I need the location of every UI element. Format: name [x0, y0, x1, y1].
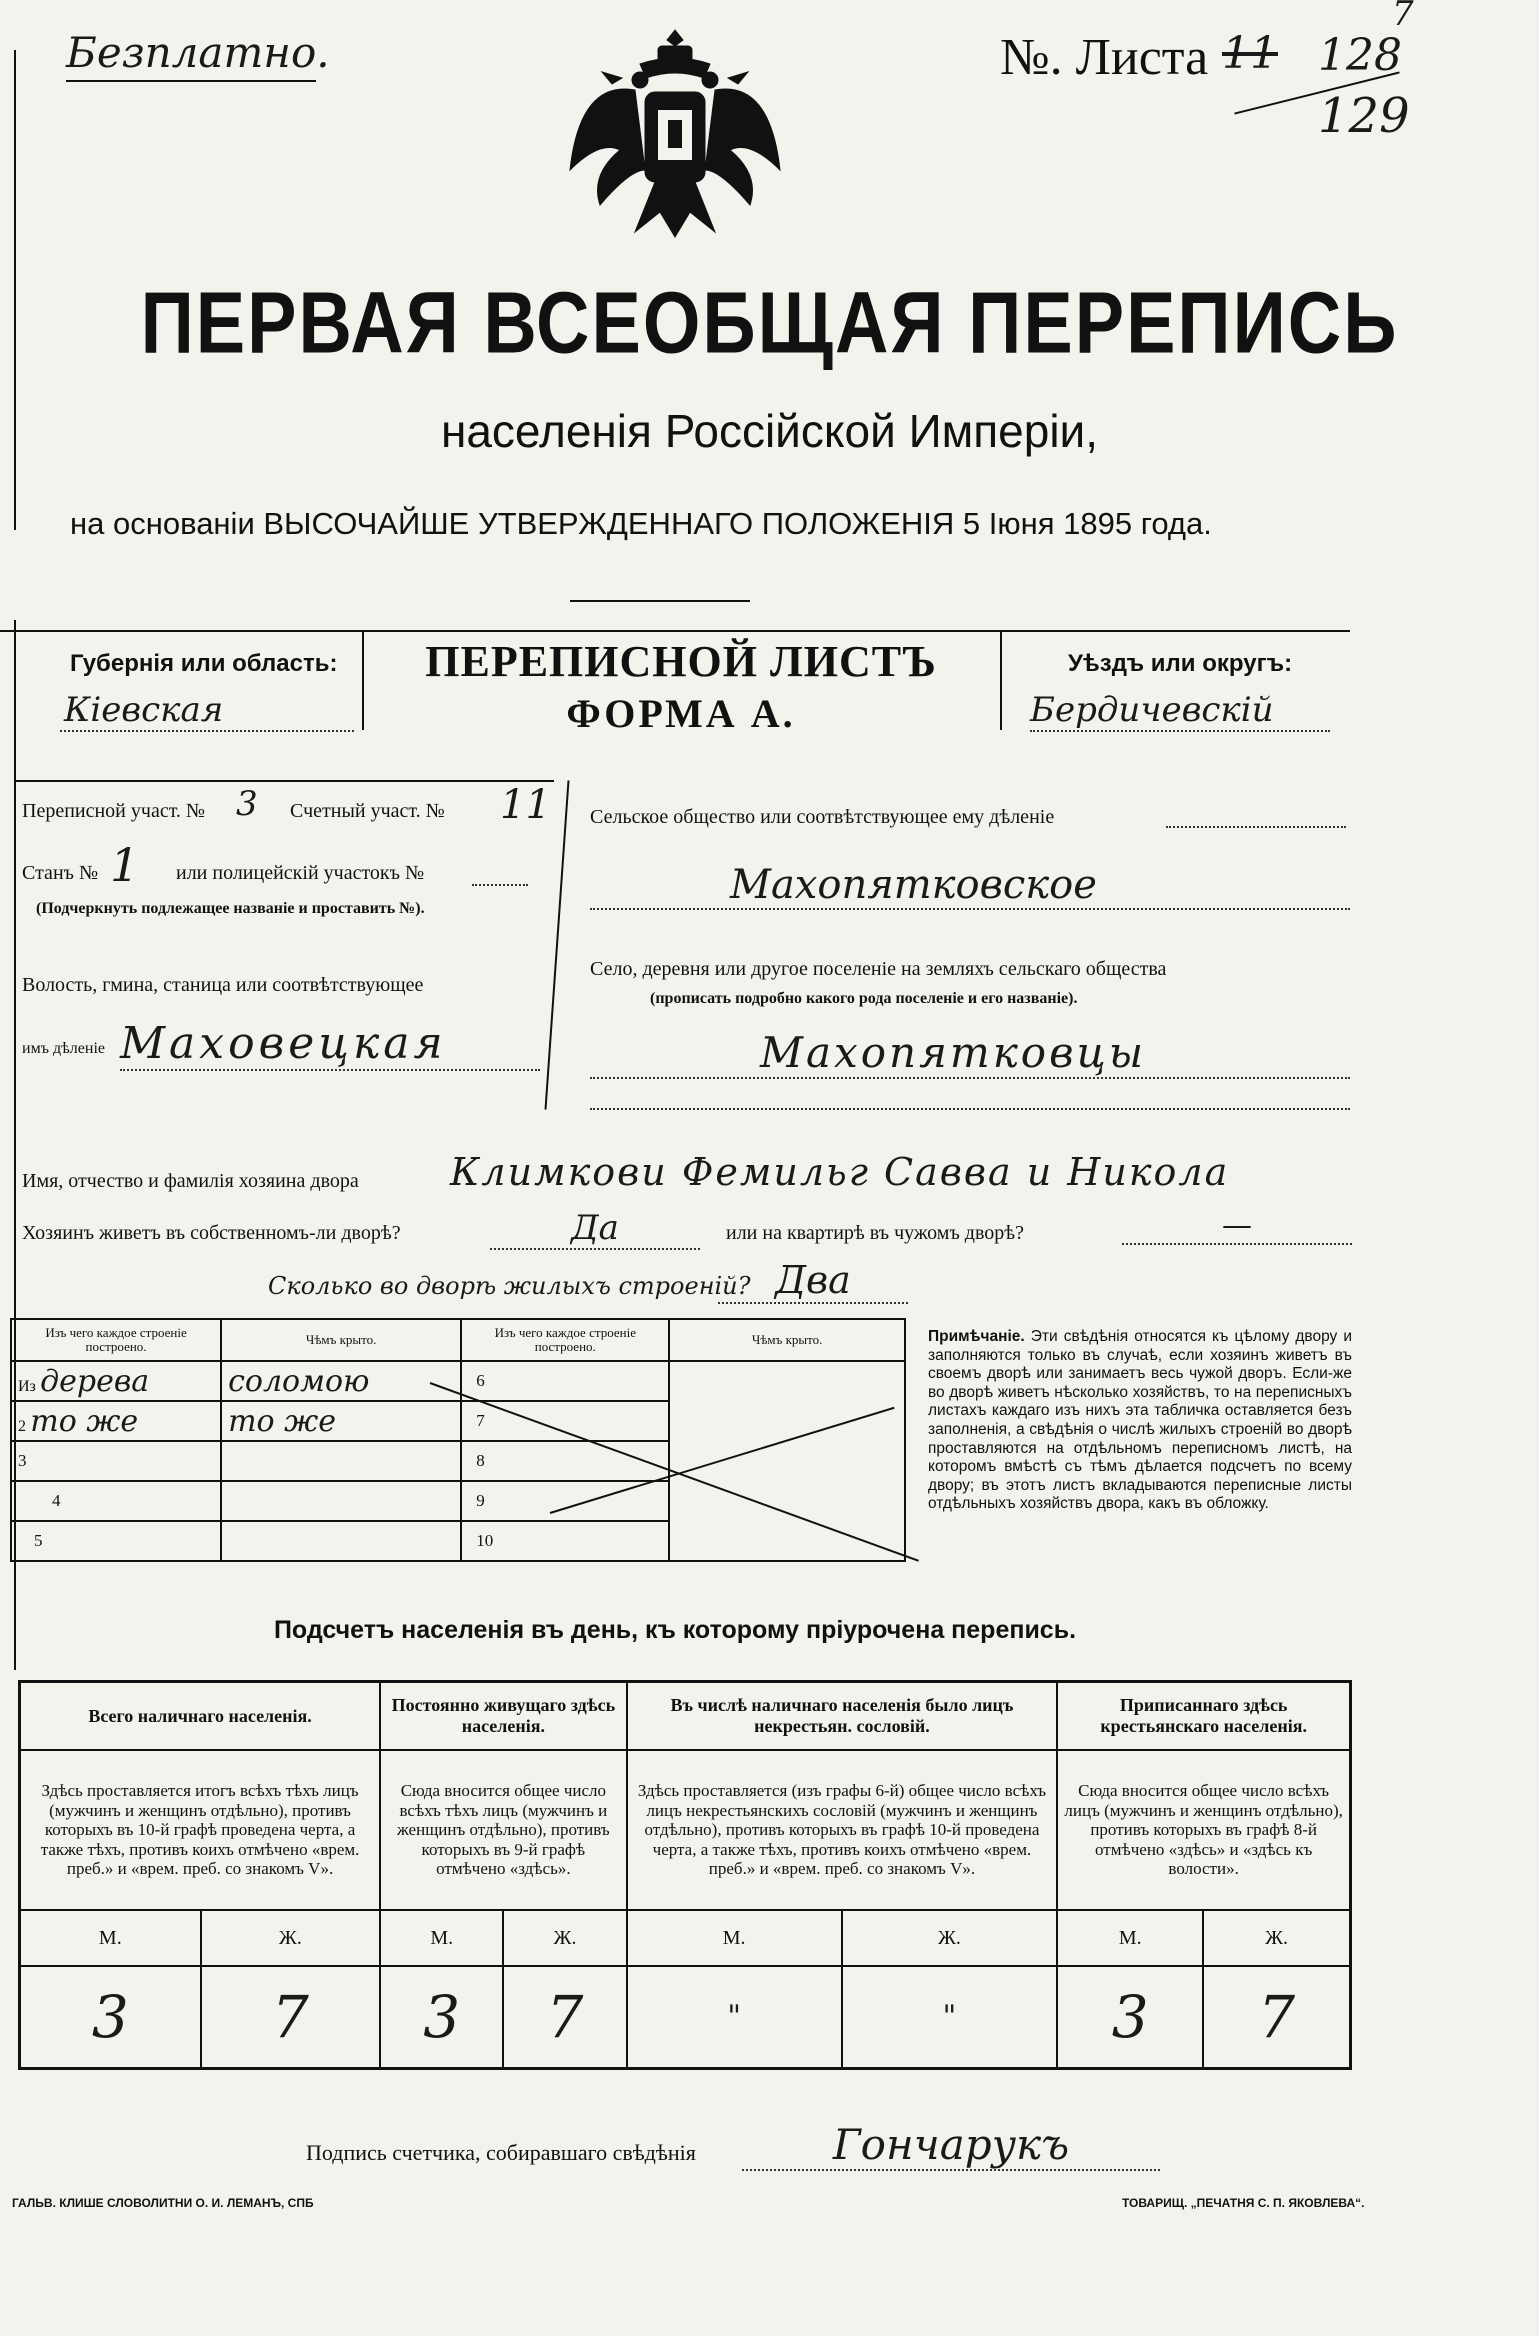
female-count: 7 [201, 1966, 380, 2069]
table-row [11, 1361, 905, 1401]
female-count: " [842, 1966, 1058, 2069]
col-head: Всего наличнаго населенія. [20, 1682, 381, 1751]
row-number: 5 [11, 1521, 221, 1561]
male-header: М. [380, 1910, 503, 1966]
printer-right: ТОВАРИЩ. „ПЕЧАТНЯ С. П. ЯКОВЛЕВА“. [1122, 2196, 1365, 2210]
census-area-value: 3 [236, 784, 258, 824]
district-value: Бердичевскій [1030, 690, 1330, 732]
basis-line: на основаніи ВЫСОЧАЙШЕ УТВЕРЖДЕННАГО ПОЛОЖЕНІЯ 5 Іюня 1895 года. [70, 506, 1212, 541]
buildings-value: Два [718, 1258, 908, 1304]
form-label: ФОРМА А. [566, 691, 796, 736]
row-number: 7 [461, 1401, 669, 1441]
village-label: Село, деревня или другое поселеніе на земляхъ сельскаго общества [590, 958, 1167, 980]
female-header: Ж. [842, 1910, 1058, 1966]
sheet-number-label: №. Листа [1000, 29, 1209, 86]
count-area-value: 11 [500, 782, 551, 828]
imperial-eagle-icon [560, 20, 790, 245]
col-desc: Здѣсь проставляется (изъ графы 6-й) общее число всѣхъ лицъ некрестьянскихъ сословій (мужчинъ и женщинъ отдѣльно), противъ которыхъ въ графѣ 10-й проведена черта, а также тѣхъ, противъ коихъ отмѣчено «врем. преб.» и «врем. преб. со знакомъ V». [627, 1750, 1058, 1910]
col-head: Постоянно живущаго здѣсь населенія. [380, 1682, 627, 1751]
material-cell: дерева [40, 1363, 150, 1399]
ornament-rule [570, 600, 750, 602]
female-count: 7 [1203, 1966, 1350, 2069]
male-header: М. [20, 1910, 201, 1966]
male-count: 3 [20, 1966, 201, 2069]
note-title: Примѣчаніе. [928, 1328, 1025, 1345]
col-desc: Сюда вносится общее число всѣхъ тѣхъ лицъ (мужчинъ и женщинъ отдѣльно), противъ которыхъ въ 9-й графѣ отмѣчено «здѣсь». [380, 1750, 627, 1910]
male-header: М. [627, 1910, 842, 1966]
material-cell: то же [30, 1403, 139, 1439]
owner-value: Климкови Фемильг Савва и Никола [450, 1150, 1230, 1194]
col-material-header: Изъ чего каждое строеніе построено. [11, 1319, 221, 1361]
volost-label-2: имъ дѣленіе [22, 1040, 105, 1057]
buildings-label: Сколько во дворѣ жилыхъ строеній? [268, 1272, 751, 1300]
district-label: Уѣздъ или округъ: [1068, 650, 1293, 677]
signature-label: Подпись счетчика, собиравшаго свѣдѣнія [306, 2140, 696, 2165]
subtitle: населенія Россійской Имперіи, [440, 405, 1099, 457]
population-table [18, 1680, 1352, 2070]
sheet-title: ПЕРЕПИСНОЙ ЛИСТЪ [425, 637, 937, 686]
row-prefix: Из [18, 1377, 36, 1395]
count-area-label: Счетный участ. № [290, 800, 445, 822]
male-count: " [627, 1966, 842, 2069]
free-label: Безплатно. [66, 28, 330, 77]
male-count: 3 [1057, 1966, 1203, 2069]
band-divider [1000, 630, 1002, 730]
field-divider [544, 780, 569, 1109]
row-number: 3 [11, 1441, 221, 1481]
col-desc: Здѣсь проставляется итогъ всѣхъ тѣхъ лицъ (мужчинъ и женщинъ отдѣльно), противъ которыхъ въ 10-й графѣ проведена черта, а также тѣхъ, противъ коихъ отмѣчено «врем. преб.» и «врем. преб. со знакомъ V». [20, 1750, 381, 1910]
sheet-number-value: 128 [1318, 30, 1402, 81]
province-label: Губернія или область: [70, 650, 338, 677]
owner-label: Имя, отчество и фамилія хозяина двора [22, 1170, 359, 1192]
own-yard-value: Да [490, 1208, 700, 1250]
female-header: Ж. [503, 1910, 626, 1966]
row-number: 2 [18, 1417, 26, 1435]
underline-note: (Подчеркнуть подлежащее названіе и проставить №). [36, 900, 425, 917]
female-header: Ж. [1203, 1910, 1350, 1966]
society-blank [1166, 826, 1346, 828]
row-number: 6 [461, 1361, 669, 1401]
free-underline [66, 80, 316, 82]
village-blank [590, 1108, 1350, 1110]
field-top-rule [14, 780, 554, 782]
rent-label: или на квартирѣ въ чужомъ дворѣ? [726, 1222, 1025, 1244]
village-value: Махопятковцы [590, 1028, 1350, 1079]
signature-value: Гончарукъ [742, 2120, 1160, 2171]
col-roof-header: Чѣмъ крыто. [669, 1319, 905, 1361]
rent-value: — [1122, 1208, 1352, 1245]
band-top [0, 630, 1350, 632]
note-block [928, 1328, 1352, 1514]
society-label: Сельское общество или соотвѣтствующее ему дѣленіе [590, 806, 1055, 828]
col-material-header: Изъ чего каждое строеніе построено. [461, 1319, 669, 1361]
row-number: 9 [461, 1481, 669, 1521]
buildings-table [10, 1318, 906, 1562]
society-value: Махопятковское [590, 862, 1350, 910]
volost-label: Волость, гмина, станица или соотвѣтствующее [22, 974, 424, 996]
male-count: 3 [380, 1966, 503, 2069]
note-text: Эти свѣдѣнія относятся къ цѣлому двору и заполняются только въ случаѣ, если хозяинъ живетъ въ своемъ дворѣ или занимаетъ весь чужой дворъ. Если-же во дворѣ живетъ нѣсколько хозяйствъ, то на переписныхъ листахъ каждаго изъ нихъ эта табличка оставляется безъ заполненія, а свѣдѣнія о числѣ жилыхъ строеній во дворѣ проставляются на отдѣльномъ переписномъ листѣ, на которомъ вмѣстѣ съ тѣмъ дѣлается подсчетъ по всему двору; въ этотъ листъ вкладываются переписные листы отдѣльныхъ хозяйствъ двора, какъ въ обложку. [928, 1328, 1352, 1513]
stan-value: 1 [110, 838, 140, 892]
col-desc: Сюда вносится общее число всѣхъ лицъ (мужчинъ и женщинъ отдѣльно), противъ которыхъ въ графѣ 8-й отмѣчено «здѣсь» и «здѣсь къ волости». [1057, 1750, 1350, 1910]
province-value: Кіевская [60, 690, 354, 732]
population-title: Подсчетъ населенія въ день, къ которому пріурочена перепись. [273, 1616, 1077, 1644]
row-number: 8 [461, 1441, 669, 1481]
female-count: 7 [503, 1966, 626, 2069]
census-area-label: Переписной участ. № [22, 800, 206, 822]
col-head: Въ числѣ наличнаго населенія было лицъ некрестьян. сословій. [627, 1682, 1058, 1751]
corner-mark: 7 [1392, 0, 1414, 34]
col-roof-header: Чѣмъ крыто. [221, 1319, 461, 1361]
printer-left: ГАЛЬВ. КЛИШЕ СЛОВОЛИТНИ О. И. ЛЕМАНЪ, СПБ [12, 2196, 314, 2210]
row-number: 10 [461, 1521, 669, 1561]
male-header: М. [1057, 1910, 1203, 1966]
own-yard-label: Хозяинъ живетъ въ собственномъ-ли дворѣ? [22, 1222, 401, 1244]
roof-cell: соломою [221, 1361, 461, 1401]
main-title: ПЕРВАЯ ВСЕОБЩАЯ ПЕРЕПИСЬ [140, 273, 1399, 372]
village-note: (прописать подробно какого рода поселеніе и его названіе). [650, 990, 1078, 1007]
police-blank [472, 884, 528, 886]
row-number: 4 [11, 1481, 221, 1521]
volost-value: Маховецкая [120, 1018, 540, 1071]
stan-label: Станъ № [22, 862, 99, 884]
sheet-number-value-2: 129 [1318, 88, 1410, 144]
female-header: Ж. [201, 1910, 380, 1966]
roof-cell: то же [221, 1401, 461, 1441]
col-head: Приписаннаго здѣсь крестьянскаго населенія. [1057, 1682, 1350, 1751]
sheet-number-crossed: 11 [1222, 28, 1278, 79]
police-label: или полицейскій участокъ № [176, 862, 425, 884]
